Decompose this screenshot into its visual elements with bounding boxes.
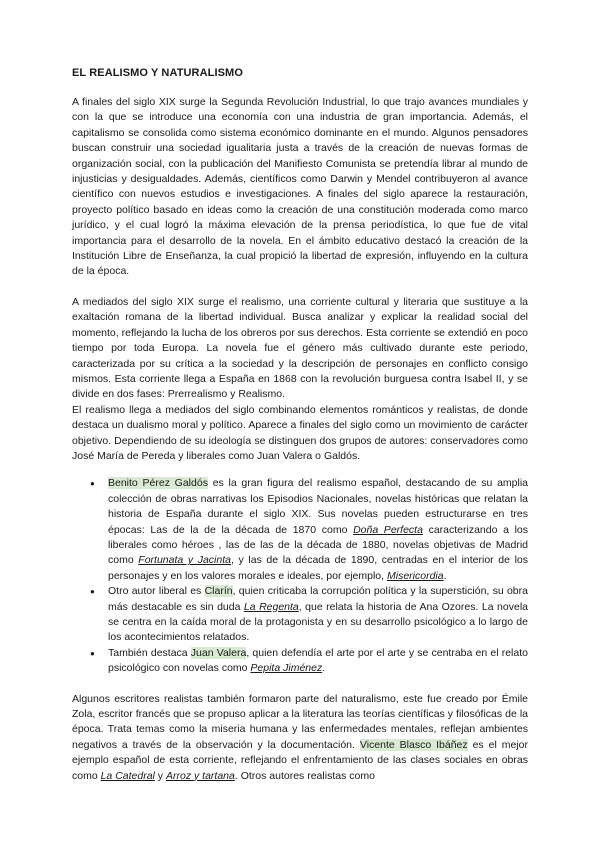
paragraph-naturalismo [72,692,528,784]
highlight-galdos: Benito Pérez Galdós [108,477,208,490]
work-la-regenta: La Regenta [243,600,299,613]
authors-list [72,476,528,676]
text-run: , que relata la historia de Ana Ozores. La novela se centra en la caída moral de la protagonista y en su desarrollo psicológico a lo largo de los acontecimientos relatados. [108,600,528,644]
work-pepita-jimenez: Pepita Jiménez [250,662,323,675]
text-run: , quien criticaba la corrupción política y la superstición, su obra más destacable es sin duda [108,585,528,613]
text-run: . Otros autores realistas como [234,769,375,782]
text-run: y [154,769,166,782]
list-item-valera [108,646,528,677]
work-dona-perfecta: Doña Perfecta [353,523,423,536]
text-run: caracterizando a los liberales como héroes , las de las de la década de 1880, novelas objetivas de Madrid como [108,523,528,567]
text-run: . [322,662,326,675]
paragraph-realismo: A mediados del siglo XIX surge el realismo, una corriente cultural y literaria que sustituye a la exaltación romana de la libertad individual. Busca analizar y explicar la realidad social del momento, reflejando la lucha de los obreros por sus derechos. Esta corriente se extendió en poco tiempo por toda Europa. La novela fue el género más cultivado durante este periodo, caracterizada por su crítica a la sociedad y la descripción de personajes en conflicto consigo mismos. Esta corriente llega a España en 1868 con la revolución burguesa contra Isabel II, y se divide en dos fases: Prerrealismo y Realismo. [72,295,528,401]
text-run: , y las de la década de 1890, centradas en el interior de los personajes y en los valores morales e ideales, por ejemplo, [108,554,529,582]
highlight-blasco-ibanez: Vicente Blasco Ibáñez [359,738,468,751]
highlight-valera: Juan Valera [190,646,247,659]
work-la-catedral: La Catedral [100,769,155,782]
paragraph-prerrealismo: El realismo llega a mediados del siglo combinando elementos románticos y realistas, de donde destaca un dualismo moral y político. Aparece a finales del siglo como un movimiento de carácter objetivo. Dependiendo de su ideología se distinguen dos grupos de autores: conservadores como José María de Pereda y liberales como Juan Valera o Galdós. [72,403,528,462]
document-title: EL REALISMO Y NATURALISMO [72,67,243,79]
text-run: es la gran figura del realismo español, destacando de su amplia colección de obras narrativas los Episodios Nacionales, novelas históricas que relatan la historia de España durante el siglo XIX. Sus novelas pueden estructurarse en tres épocas: Las de la de la década de 1870 como [108,477,528,536]
work-fortunata-jacinta: Fortunata y Jacinta [138,554,231,567]
text-run: . [443,569,447,582]
work-arroz-tartana: Arroz y tartana [165,769,235,782]
highlight-clarin: Clarín [204,585,233,598]
list-item-galdos [108,476,528,584]
text-run: Otro autor liberal es [108,585,205,598]
text-run: es el mejor ejemplo español de esta corriente, reflejando el enfrentamiento de las clases sociales en obras como [72,738,528,782]
text-run: , quien defendía el arte por el arte y se centraba en el relato psicológico con novelas como [108,646,528,675]
text-run: También destaca [108,646,191,659]
text-run: Algunos escritores realistas también formaron parte del naturalismo, este fue creado por Émile Zola, escritor francés que se propuso aplicar a la literatura las teorías científicas y filosóficas de la época. Trata temas como la miseria humana y las enfermedades mentales, reflejan ambientes negativos a través de la observación y la documentación. [72,692,528,751]
paragraph-context: A finales del siglo XIX surge la Segunda Revolución Industrial, lo que trajo avances mundiales y con la que se introduce una economía con una industria de gran importancia. Además, el capitalismo se consolida como sistema económico dominante en el mundo. Algunos pensadores buscan construir una sociedad igualitaria justa a través de la creación de nuevas formas de organización social, con la publicación del Manifiesto Comunista se pretendía librar al mundo de injusticias y desigualdades. Además, científicos como Darwin y Mendel contribuyeron al avance científico con nuevos estudios e investigaciones. A finales del siglo aparece la restauración, proyecto político basado en ideas como la creación de una constitución moderada como marco jurídico, y el cual logró la máxima elevación de la prensa periodística, lo que fue de vital importancia para el desarrollo de la novela. En el ámbito educativo destacó la creación de la Institución Libre de Enseñanza, la cual propició la libertad de expresión, influyendo en la cultura de la época. [72,96,528,278]
list-item-clarin [108,584,528,646]
work-misericordia: Misericordia [386,569,444,582]
